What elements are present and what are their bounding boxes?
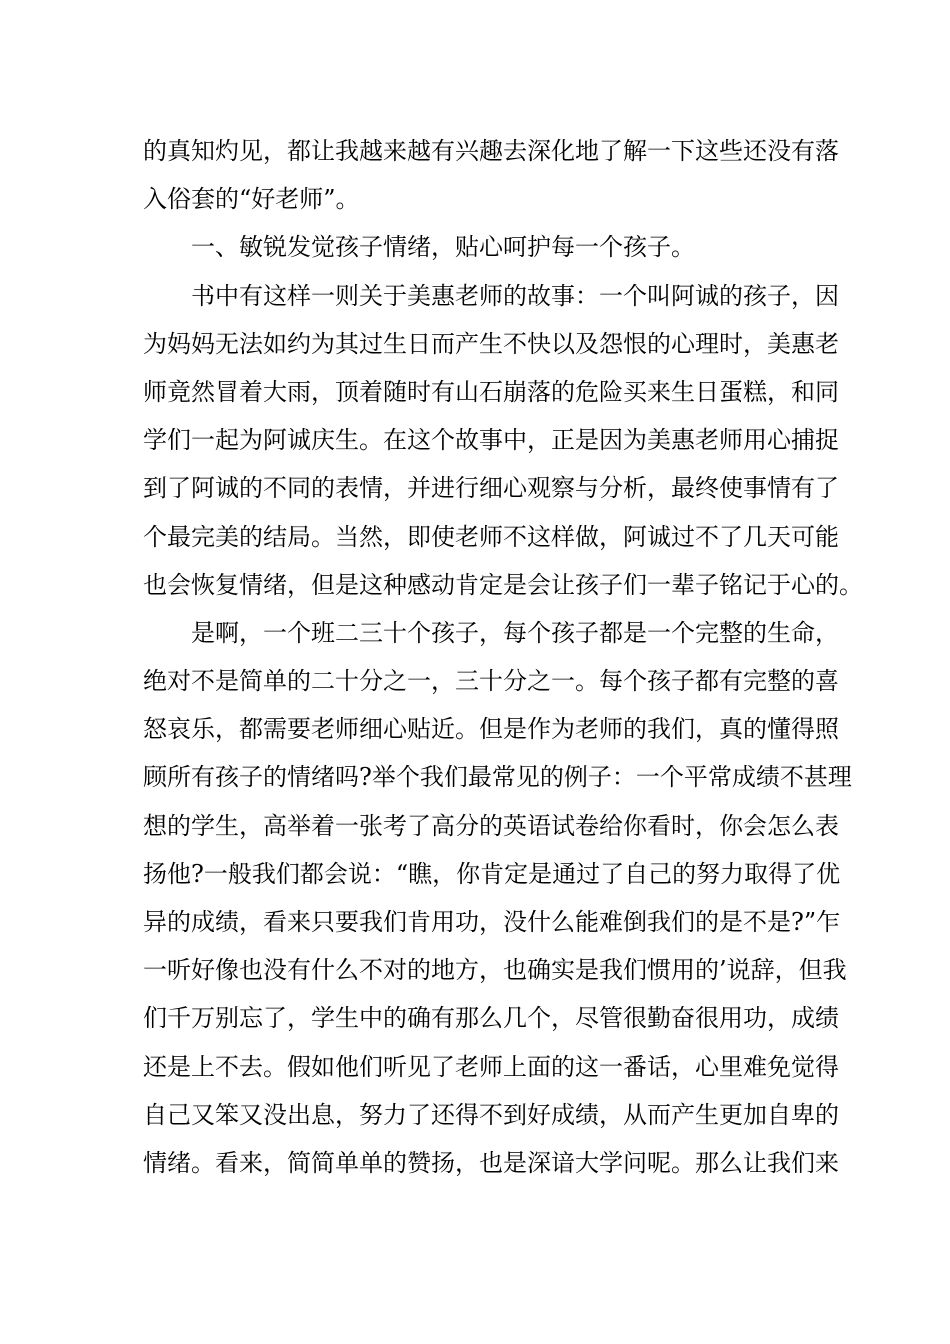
text-line: 扬他?一般我们都会说：“瞧，你肯定是通过了自己的努力取得了优	[143, 859, 841, 888]
body-text	[143, 127, 863, 1187]
text-line: 想的学生，高举着一张考了高分的英语试卷给你看时，你会怎么表	[143, 811, 839, 840]
text-line: 一听好像也没有什么不对的地方，也确实是我们惯用的’说辞，但我	[143, 956, 847, 985]
text-line: 入俗套的“好老师”。	[143, 185, 360, 214]
text-line: 也会恢复情绪，但是这种感动肯定是会让孩子们一辈子铭记于心的。	[143, 570, 863, 599]
text-line: 情绪。看来，简简单单的赞扬，也是深谙大学问呢。那么让我们来	[143, 1148, 839, 1177]
text-line: 怒哀乐，都需要老师细心贴近。但是作为老师的我们，真的懂得照	[143, 715, 839, 744]
text-line: 顾所有孩子的情绪吗?举个我们最常见的例子：一个平常成绩不甚理	[143, 763, 852, 792]
text-line: 是啊，一个班二三十个孩子，每个孩子都是一个完整的生命，	[191, 618, 839, 647]
text-line: 师竟然冒着大雨，顶着随时有山石崩落的危险买来生日蛋糕，和同	[143, 377, 839, 406]
text-line: 为妈妈无法如约为其过生日而产生不快以及怨恨的心理时，美惠老	[143, 329, 839, 358]
text-line: 书中有这样一则关于美惠老师的故事：一个叫阿诚的孩子，因	[191, 281, 839, 310]
text-line: 自己又笨又没出息，努力了还得不到好成绩，从而产生更加自卑的	[143, 1100, 839, 1129]
text-line: 个最完美的结局。当然，即使老师不这样做，阿诚过不了几天可能	[143, 522, 839, 551]
text-line: 的真知灼见，都让我越来越有兴趣去深化地了解一下这些还没有落	[143, 137, 839, 165]
text-line: 学们一起为阿诚庆生。在这个故事中，正是因为美惠老师用心捕捉	[143, 426, 839, 455]
text-line: 异的成绩，看来只要我们肯用功，没什么能难倒我们的是不是?”乍	[143, 908, 841, 936]
text-line: 到了阿诚的不同的表情，并进行细心观察与分析，最终使事情有了	[143, 474, 839, 503]
text-line: 还是上不去。假如他们听见了老师上面的这一番话，心里难免觉得	[143, 1052, 839, 1081]
text-line: 们千万别忘了，学生中的确有那么几个，尽管很勤奋很用功，成绩	[143, 1004, 839, 1033]
section-heading: 一、敏锐发觉孩子情绪，贴心呵护每一个孩子。	[191, 233, 695, 262]
text-line: 绝对不是简单的二十分之一，三十分之一。每个孩子都有完整的喜	[143, 667, 839, 696]
